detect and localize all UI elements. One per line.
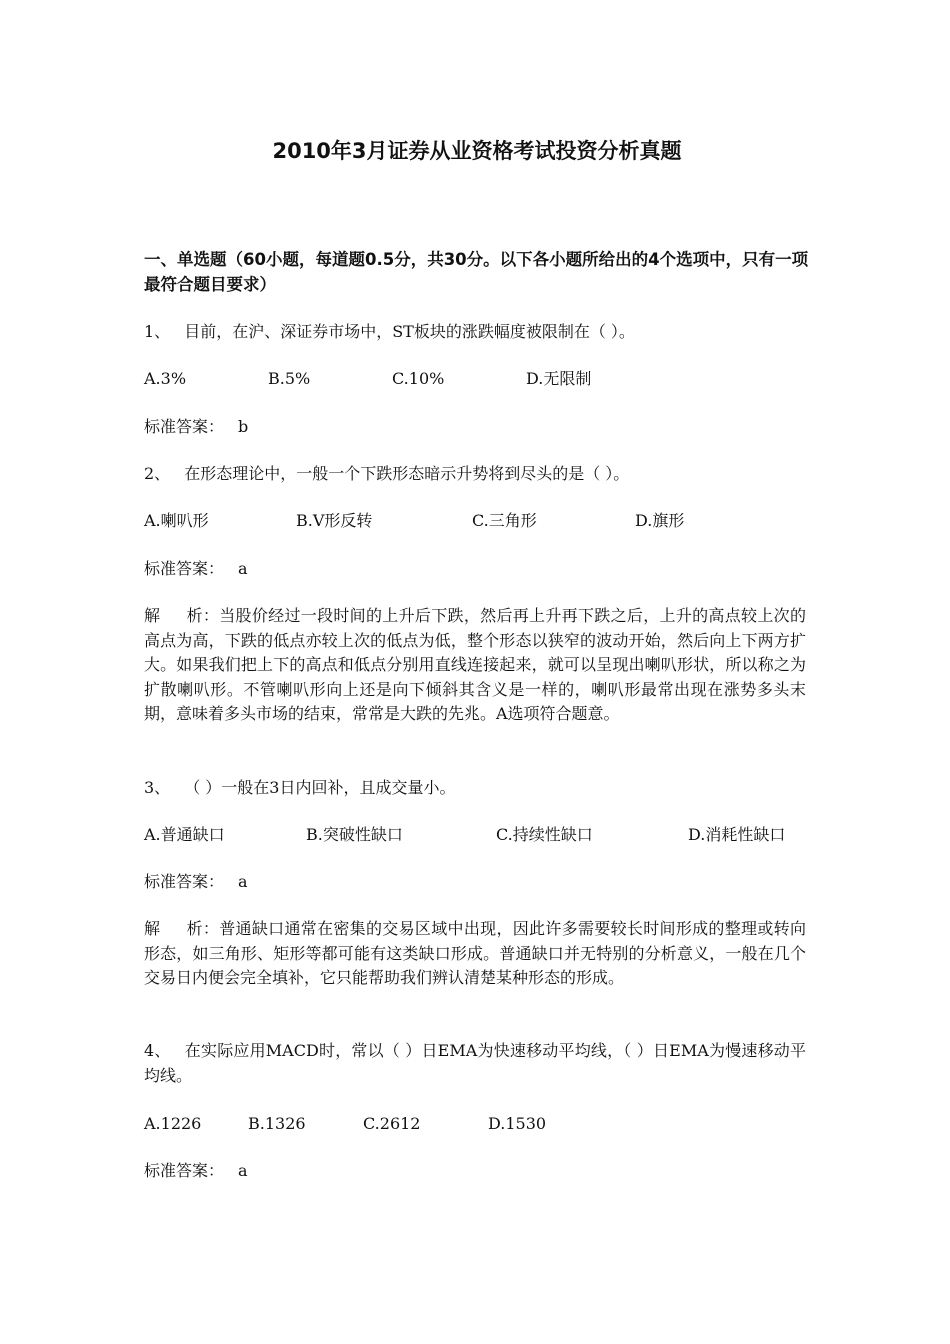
analysis-label-suffix: 析： [186,919,220,938]
option-a: A.3% [144,369,187,388]
option-c: C.三角形 [472,511,537,530]
option-b: B.V形反转 [296,511,373,530]
question-stem: 在实际应用MACD时，常以（ ）日EMA为快速移动平均线，（ ）日EMA为慢速移动平均线。 [144,1041,806,1085]
question-3-stem-line [144,776,455,800]
answer-value: a [238,872,248,891]
section-heading: 一、单选题（60小题，每道题0.5分，共30分。以下各小题所给出的4个选项中，只有一项最符合题目要求） [144,250,809,294]
question-4-answer [144,1159,248,1183]
question-number: 1、 [144,322,171,341]
document-title: 2010年3月证券从业资格考试投资分析真题 [272,139,682,163]
analysis-label: 解 [144,919,161,938]
answer-label: 标准答案： [144,872,225,891]
option-a: A.普通缺口 [144,825,225,844]
answer-value: b [238,417,249,436]
question-number: 4、 [144,1041,171,1060]
analysis-text: 当股价经过一段时间的上升后下跌，然后再上升再下跌之后，上升的高点较上次的高点为高，下跌的低点亦较上次的低点为低，整个形态以狭窄的波动开始，然后向上下两方扩大。如果我们把上下的高点和低点分别用直线连接起来，就可以呈现出喇叭形状，所以称之为扩散喇叭形。不管喇叭形向上还是向下倾斜其含义是一样的，喇叭形最常出现在涨势多头末期，意味着多头市场的结束，常常是大跌的先兆。A选项符合题意。 [144,606,806,724]
option-b: B.1326 [248,1114,306,1133]
question-number: 3、 [144,778,171,797]
answer-label: 标准答案： [144,559,225,578]
question-1-answer [144,415,248,439]
answer-value: a [238,559,248,578]
option-d: D.1530 [488,1114,547,1133]
option-c: C.持续性缺口 [496,825,593,844]
option-a: A.1226 [144,1114,202,1133]
analysis-text: 普通缺口通常在密集的交易区域中出现，因此许多需要较长时间形成的整理或转向形态，如三角形、矩形等都可能有这类缺口形成。普通缺口并无特别的分析意义，一般在几个交易日内便会完全填补，它只能帮助我们辨认清楚某种形态的形成。 [144,919,806,988]
option-d: D.无限制 [526,369,592,388]
question-4-stem [144,1039,806,1088]
question-number: 2、 [144,464,171,483]
option-a: A.喇叭形 [144,511,209,530]
question-stem: 目前，在沪、深证券市场中，ST板块的涨跌幅度被限制在（ ）。 [184,322,635,341]
question-stem: 在形态理论中，一般一个下跌形态暗示升势将到尽头的是（ ）。 [184,464,630,483]
question-3-answer [144,870,248,894]
question-2-stem-line [144,462,629,486]
option-b: B.5% [268,369,311,388]
question-2-answer [144,557,248,581]
option-d: D.消耗性缺口 [688,825,786,844]
question-1-stem-line [144,320,635,344]
answer-label: 标准答案： [144,1161,225,1180]
option-b: B.突破性缺口 [306,825,403,844]
analysis-label: 解 [144,606,161,625]
question-3-analysis [144,917,806,991]
option-d: D.旗形 [635,511,685,530]
analysis-label-suffix: 析： [186,606,220,625]
option-c: C.2612 [363,1114,421,1133]
answer-label: 标准答案： [144,417,225,436]
option-c: C.10% [392,369,445,388]
answer-value: a [238,1161,248,1180]
question-2-analysis [144,604,806,727]
question-stem: （ ）一般在3日内回补，且成交量小。 [184,778,456,797]
